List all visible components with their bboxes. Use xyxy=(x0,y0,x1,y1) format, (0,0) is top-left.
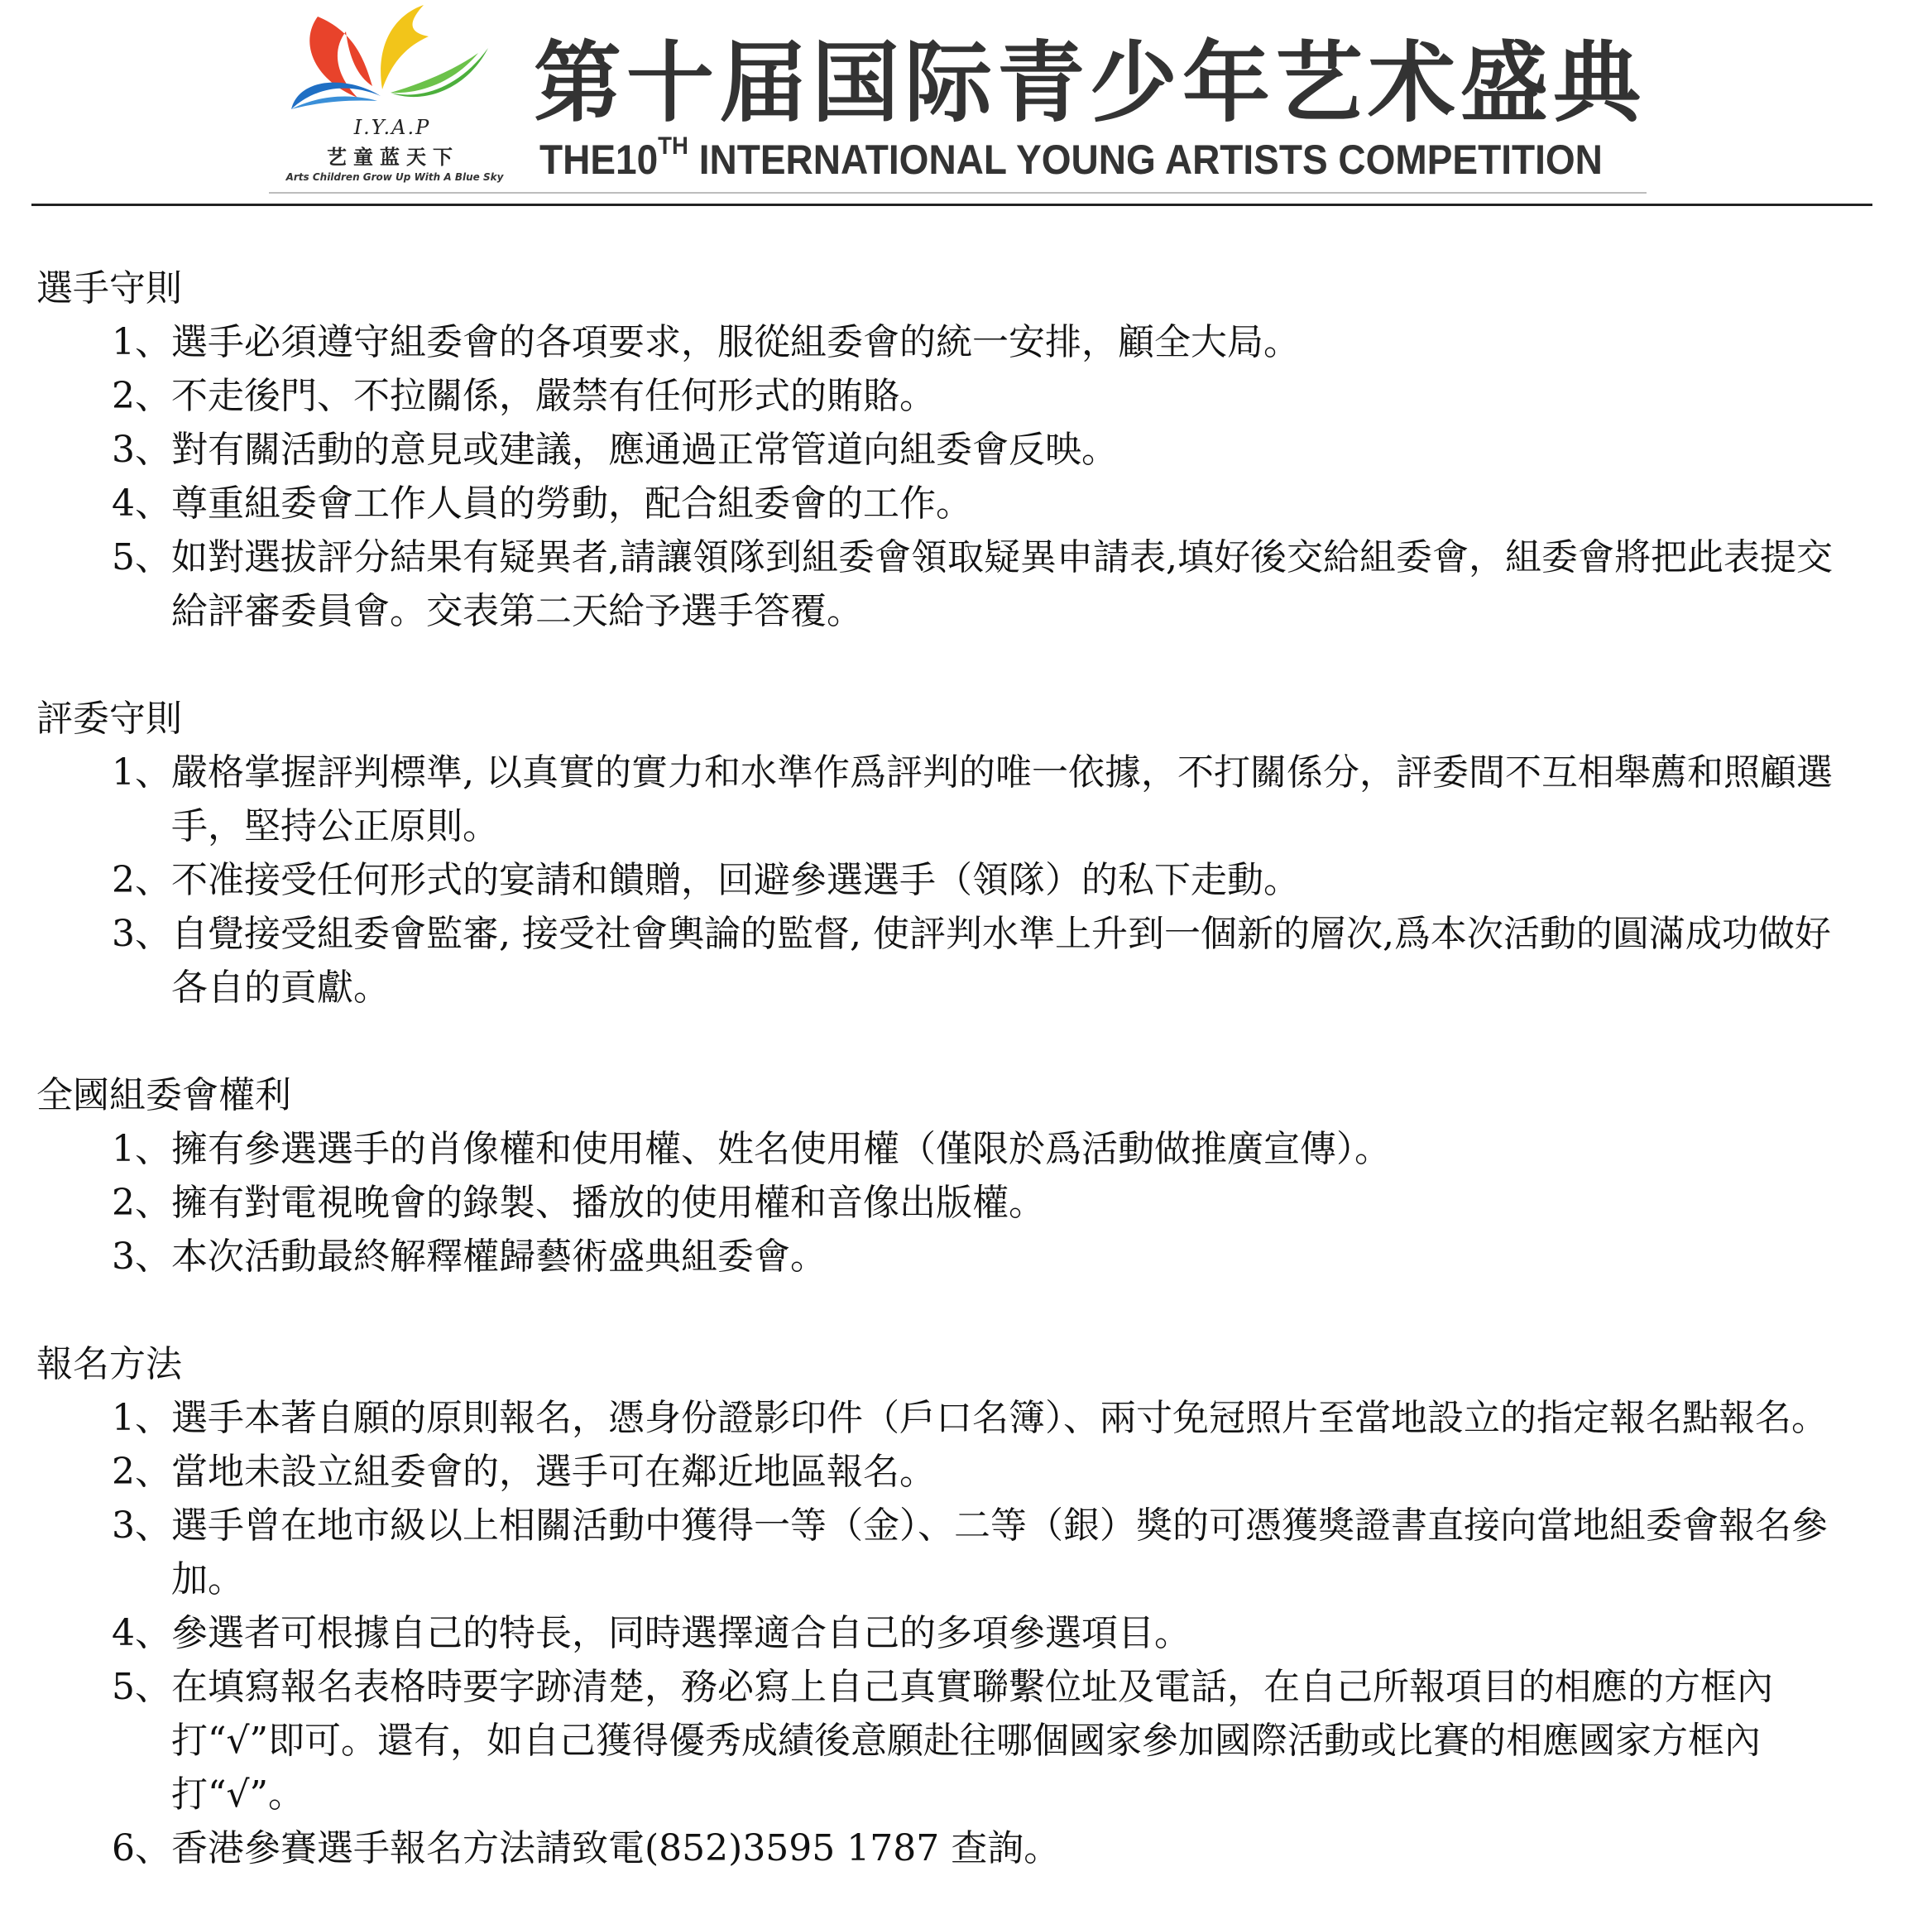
list-item xyxy=(0,907,1866,1015)
list-item xyxy=(0,530,1866,638)
list-item xyxy=(0,1499,1866,1606)
item-text: 香港參賽選手報名方法請致電(852)3595 1787 查詢。 xyxy=(171,1827,1061,1869)
header-divider xyxy=(31,204,1872,206)
logo-english-slogan: Arts Children Grow Up With A Blue Sky xyxy=(285,171,504,183)
item-number: 2、 xyxy=(112,1182,171,1224)
item-number: 5、 xyxy=(112,1666,171,1708)
competition-title-english: THE10TH INTERNATIONAL YOUNG ARTISTS COMPETITION xyxy=(539,132,1603,183)
list-item xyxy=(0,1391,1866,1445)
item-number: 5、 xyxy=(112,536,171,578)
item-text: 選手本著自願的原則報名，憑身份證影印件（戶口名簿）、兩寸免冠照片至當地設立的指定報名點報名。 xyxy=(171,1397,1828,1439)
logo-abbreviation: I.Y.A.P xyxy=(353,116,431,139)
section-heading: 全國組委會權利 xyxy=(36,1074,291,1116)
item-number: 3、 xyxy=(112,429,171,471)
list-item xyxy=(0,1606,1866,1660)
item-text: 如對選拔評分結果有疑異者,請讓領隊到組委會領取疑異申請表,填好後交給組委會，組委會將把此表提交給評審委員會。交表第二天給予選手答覆。 xyxy=(171,536,1833,632)
section-heading: 選手守則 xyxy=(36,267,182,310)
item-text: 擁有對電視晚會的錄製、播放的使用權和音像出版權。 xyxy=(171,1182,1045,1224)
list-item xyxy=(0,477,1866,530)
list-item xyxy=(0,369,1866,423)
item-text: 嚴格掌握評判標準, 以真實的實力和水準作爲評判的唯一依據，不打關係分，評委間不互相舉薦和照顧選手，堅持公正原則。 xyxy=(171,751,1833,847)
list-item xyxy=(0,746,1866,853)
item-number: 1、 xyxy=(112,321,171,363)
list-item xyxy=(0,423,1866,477)
iyap-logo xyxy=(266,0,504,192)
item-number: 1、 xyxy=(112,751,171,794)
list-item xyxy=(0,1176,1866,1230)
item-text: 自覺接受組委會監審, 接受社會輿論的監督, 使評判水準上升到一個新的層次,爲本次活動的圓滿成功做好各自的貢獻。 xyxy=(171,913,1831,1009)
list-item xyxy=(0,1821,1866,1875)
list-item xyxy=(0,315,1866,369)
rules-section xyxy=(0,1337,1932,1875)
item-number: 4、 xyxy=(112,1612,171,1654)
item-number: 2、 xyxy=(112,859,171,901)
logo-yellow-swirl xyxy=(381,5,429,89)
item-text: 選手曾在地市級以上相關活動中獲得一等（金）、二等（銀）獎的可憑獲獎證書直接向當地組委會報名參加。 xyxy=(171,1504,1828,1600)
section-heading: 報名方法 xyxy=(36,1343,182,1385)
item-number: 1、 xyxy=(112,1128,171,1170)
header-underline xyxy=(269,192,1647,194)
item-number: 6、 xyxy=(112,1827,171,1869)
ordinal-superscript: TH xyxy=(658,132,688,160)
item-text: 對有關活動的意見或建議，應通過正常管道向組委會反映。 xyxy=(171,429,1118,471)
item-text: 在填寫報名表格時要字跡清楚，務必寫上自己真實聯繫位址及電話，在自己所報項目的相應的方框內打“√”即可。還有，如自己獲得優秀成績後意願赴往哪個國家參加國際活動或比賽的相應國家方框內打“√”。 xyxy=(171,1666,1773,1816)
document-header xyxy=(0,0,1932,207)
rules-section xyxy=(0,1068,1932,1284)
item-text: 本次活動最終解釋權歸藝術盛典組委會。 xyxy=(171,1236,827,1278)
logo-swirl-graphic xyxy=(266,0,498,124)
list-item xyxy=(0,1660,1866,1821)
list-item xyxy=(0,1230,1866,1284)
rules-section xyxy=(0,692,1932,1015)
item-number: 3、 xyxy=(112,913,171,955)
item-number: 3、 xyxy=(112,1236,171,1278)
item-number: 4、 xyxy=(112,482,171,525)
section-heading: 評委守則 xyxy=(36,698,182,740)
item-number: 3、 xyxy=(112,1504,171,1547)
list-item xyxy=(0,1445,1866,1499)
item-text: 參選者可根據自己的特長，同時選擇適合自己的多項參選項目。 xyxy=(171,1612,1191,1654)
item-text: 尊重組委會工作人員的勞動，配合組委會的工作。 xyxy=(171,482,972,525)
item-number: 2、 xyxy=(112,375,171,417)
item-text: 選手必須遵守組委會的各項要求，服從組委會的統一安排，顧全大局。 xyxy=(171,321,1300,363)
item-number: 2、 xyxy=(112,1451,171,1493)
document-body xyxy=(0,262,1932,1929)
item-text: 擁有參選選手的肖像權和使用權、姓名使用權（僅限於爲活動做推廣宣傳）。 xyxy=(171,1128,1391,1170)
item-text: 不准接受任何形式的宴請和饋贈，回避參選選手（領隊）的私下走動。 xyxy=(171,859,1300,901)
competition-title-chinese: 第十届国际青少年艺术盛典 xyxy=(534,32,1646,134)
item-text: 不走後門、不拉關係，嚴禁有任何形式的賄賂。 xyxy=(171,375,936,417)
item-number: 1、 xyxy=(112,1397,171,1439)
logo-chinese-slogan: 艺童蓝天下 xyxy=(327,146,459,169)
list-item xyxy=(0,1122,1866,1176)
rules-section xyxy=(0,262,1932,638)
item-text: 當地未設立組委會的，選手可在鄰近地區報名。 xyxy=(171,1451,936,1493)
list-item xyxy=(0,853,1866,907)
